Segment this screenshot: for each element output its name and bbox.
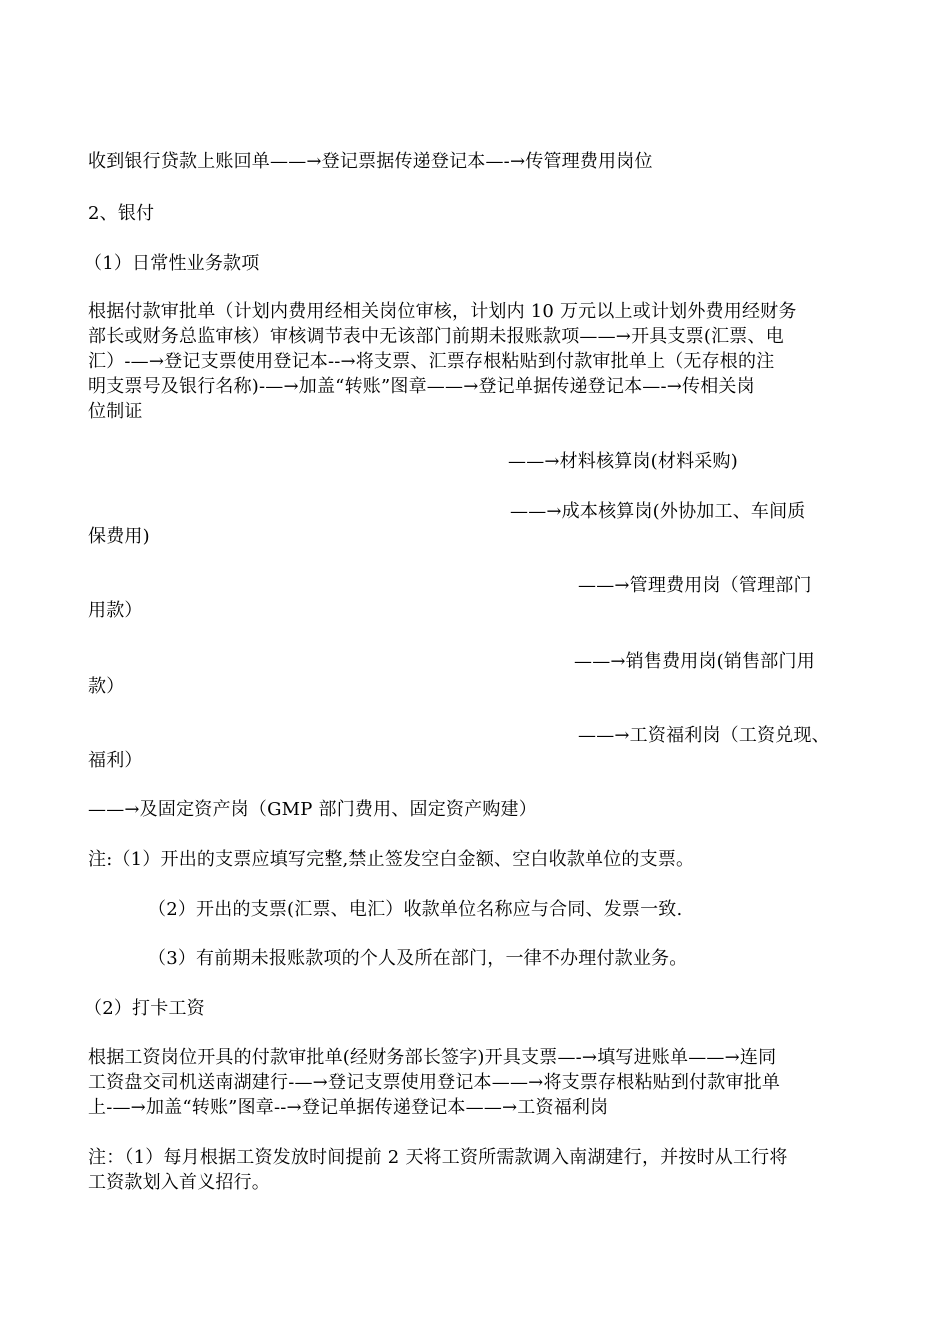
branch-material-accounting: ——→材料核算岗(材料采购) [508, 451, 738, 472]
subheading-routine-payments: （1）日常性业务款项 [84, 253, 260, 274]
paragraph-line: 位制证 [88, 401, 143, 422]
note-3: （3）有前期未报账款项的个人及所在部门，一律不办理付款业务。 [148, 948, 688, 969]
paragraph-line: 根据付款审批单（计划内费用经相关岗位审核，计划内 10 万元以上或计划外费用经财务 [88, 301, 797, 322]
branch-cost-accounting-cont: 保费用) [88, 526, 150, 547]
branch-payroll-welfare-cont: 福利） [88, 750, 143, 771]
branch-admin-expense-cont: 用款） [88, 600, 143, 621]
note-1: 注:（1）开出的支票应填写完整,禁止签发空白金额、空白收款单位的支票。 [88, 849, 695, 870]
salary-note-line: 工资款划入首义招行。 [88, 1172, 270, 1193]
paragraph-line: 部长或财务总监审核）审核调节表中无该部门前期未报账款项——→开具支票(汇票、电 [88, 326, 784, 347]
branch-sales-expense-cont: 款） [88, 676, 125, 697]
branch-admin-expense: ——→管理费用岗（管理部门 [578, 575, 812, 596]
paragraph-line: 明支票号及银行名称)-—→加盖“转账”图章——→登记单据传递登记本—-→传相关岗 [88, 376, 755, 397]
note-2: （2）开出的支票(汇票、电汇）收款单位名称应与合同、发票一致. [148, 899, 683, 920]
branch-fixed-assets: ——→及固定资产岗（GMP 部门费用、固定资产购建） [88, 799, 537, 820]
subheading-card-salary: （2）打卡工资 [84, 998, 205, 1019]
paragraph-line: 上-—→加盖“转账”图章--→登记单据传递登记本——→工资福利岗 [88, 1097, 609, 1118]
branch-payroll-welfare: ——→工资福利岗（工资兑现、 [578, 725, 830, 746]
salary-note-line: 注：（1）每月根据工资发放时间提前 2 天将工资所需款调入南湖建行，并按时从工行将 [88, 1147, 788, 1168]
branch-sales-expense: ——→销售费用岗(销售部门用 [574, 651, 815, 672]
paragraph-line: 汇）-—→登记支票使用登记本--→将支票、汇票存根粘贴到付款审批单上（无存根的注 [88, 351, 775, 372]
line-loan-receipt-flow: 收到银行贷款上账回单——→登记票据传递登记本—-→传管理费用岗位 [88, 151, 653, 172]
branch-cost-accounting: ——→成本核算岗(外协加工、车间质 [510, 501, 806, 522]
paragraph-line: 根据工资岗位开具的付款审批单(经财务部长签字)开具支票—-→填写进账单——→连同 [88, 1047, 777, 1068]
paragraph-line: 工资盘交司机送南湖建行-—→登记支票使用登记本——→将支票存根粘贴到付款审批单 [88, 1072, 781, 1093]
section-heading-bank-payment: 2、银付 [88, 203, 155, 224]
